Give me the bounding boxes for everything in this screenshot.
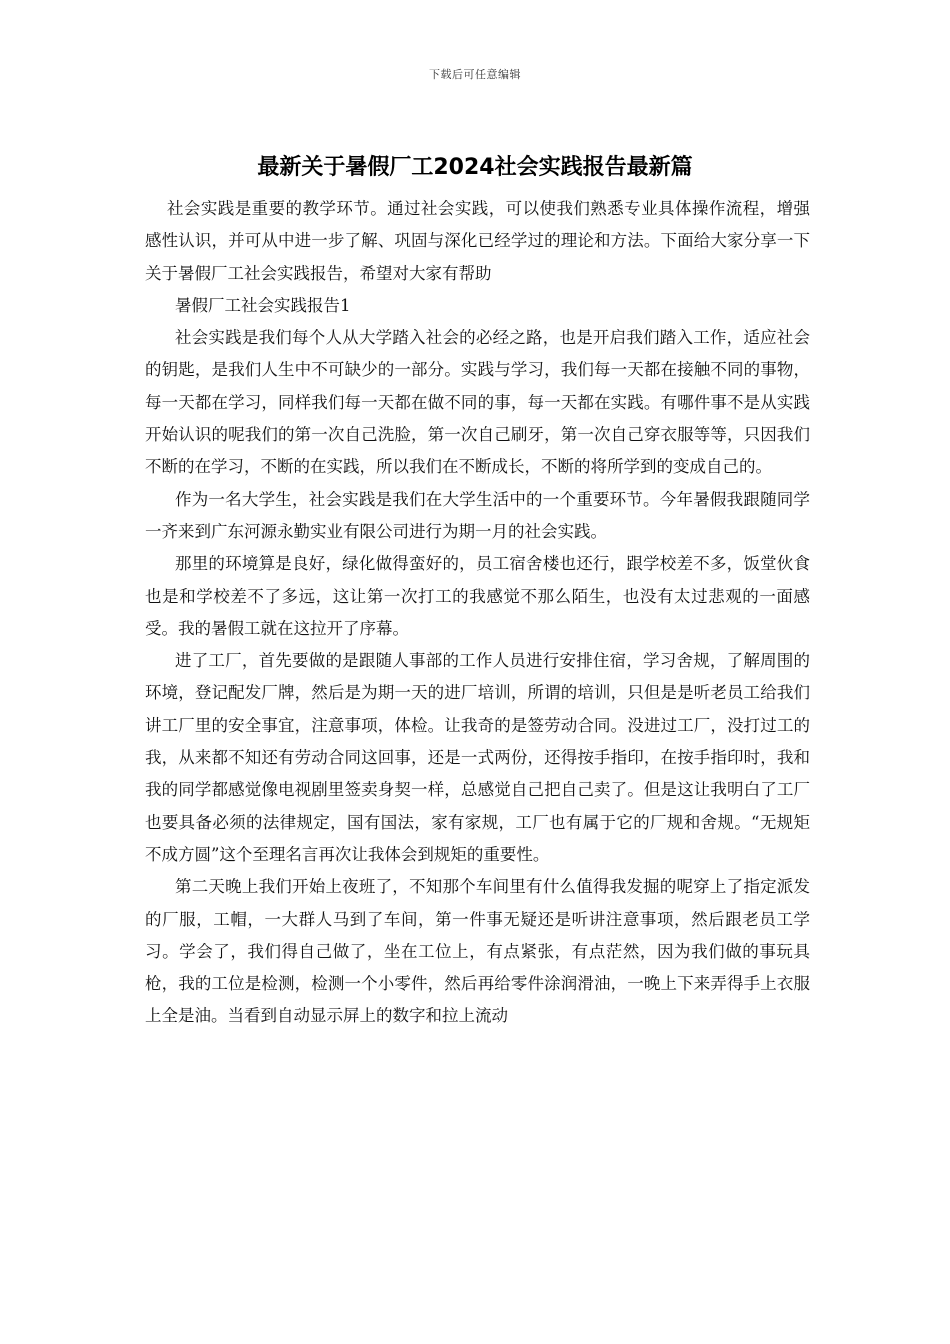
body-paragraph: 进了工厂，首先要做的是跟随人事部的工作人员进行安排住宿，学习舍规，了解周围的环境，登记配发厂牌，然后是为期一天的进厂培训，所谓的培训，只但是是听老员工给我们讲工厂里的安全事宜，注意事项，体检。让我奇的是签劳动合同。没进过工厂，没打过工的我，从来都不知还有劳动合同这回事，还是一式两份，还得按手指印，在按手指印时，我和我的同学都感觉像电视剧里签卖身契一样，总感觉自己把自己卖了。但是这让我明白了工厂也要具备必须的法律规定，国有国法，家有家规，工厂也有属于它的厂规和舍规。“无规矩不成方圆”这个至理名言再次让我体会到规矩的重要性。 xyxy=(145,651,810,864)
body-paragraph: 那里的环境算是良好，绿化做得蛮好的，员工宿舍楼也还行，跟学校差不多，饭堂伙食也是和学校差不了多远，这让第一次打工的我感觉不那么陌生，也没有太过悲观的一面感受。我的暑假工就在这拉开了序幕。 xyxy=(145,554,810,638)
section-heading: 暑假厂工社会实践报告1 xyxy=(175,295,351,315)
body-paragraph: 第二天晚上我们开始上夜班了，不知那个车间里有什么值得我发掘的呢穿上了指定派发的厂服，工帽，一大群人马到了车间，第一件事无疑还是听讲注意事项，然后跟老员工学习。学会了，我们得自己做了，坐在工位上，有点紧张，有点茫然，因为我们做的事玩具枪，我的工位是检测，检测一个小零件，然后再给零件涂润滑油，一晚上下来弄得手上衣服上全是油。当看到自动显示屏上的数字和拉上流动 xyxy=(145,877,810,1026)
document-body xyxy=(145,193,810,1033)
intro-paragraph: 社会实践是重要的教学环节。通过社会实践，可以使我们熟悉专业具体操作流程，增强感性认识，并可从中进一步了解、巩固与深化已经学过的理论和方法。下面给大家分享一下关于暑假厂工社会实践报告，希望对大家有帮助 xyxy=(145,199,810,283)
header-note: 下载后可任意编辑 xyxy=(429,68,521,81)
body-paragraph: 社会实践是我们每个人从大学踏入社会的必经之路，也是开启我们踏入工作，适应社会的钥匙，是我们人生中不可缺少的一部分。实践与学习，我们每一天都在接触不同的事物，每一天都在学习，同样我们每一天都在做不同的事，每一天都在实践。有哪件事不是从实践开始认识的呢我们的第一次自己洗脸，第一次自己刷牙，第一次自己穿衣服等等，只因我们不断的在学习，不断的在实践，所以我们在不断成长，不断的将所学到的变成自己的。 xyxy=(145,328,810,477)
document-title: 最新关于暑假厂工2024社会实践报告最新篇 xyxy=(257,155,693,180)
body-paragraph: 作为一名大学生，社会实践是我们在大学生活中的一个重要环节。今年暑假我跟随同学一齐来到广东河源永勤实业有限公司进行为期一月的社会实践。 xyxy=(145,489,810,541)
